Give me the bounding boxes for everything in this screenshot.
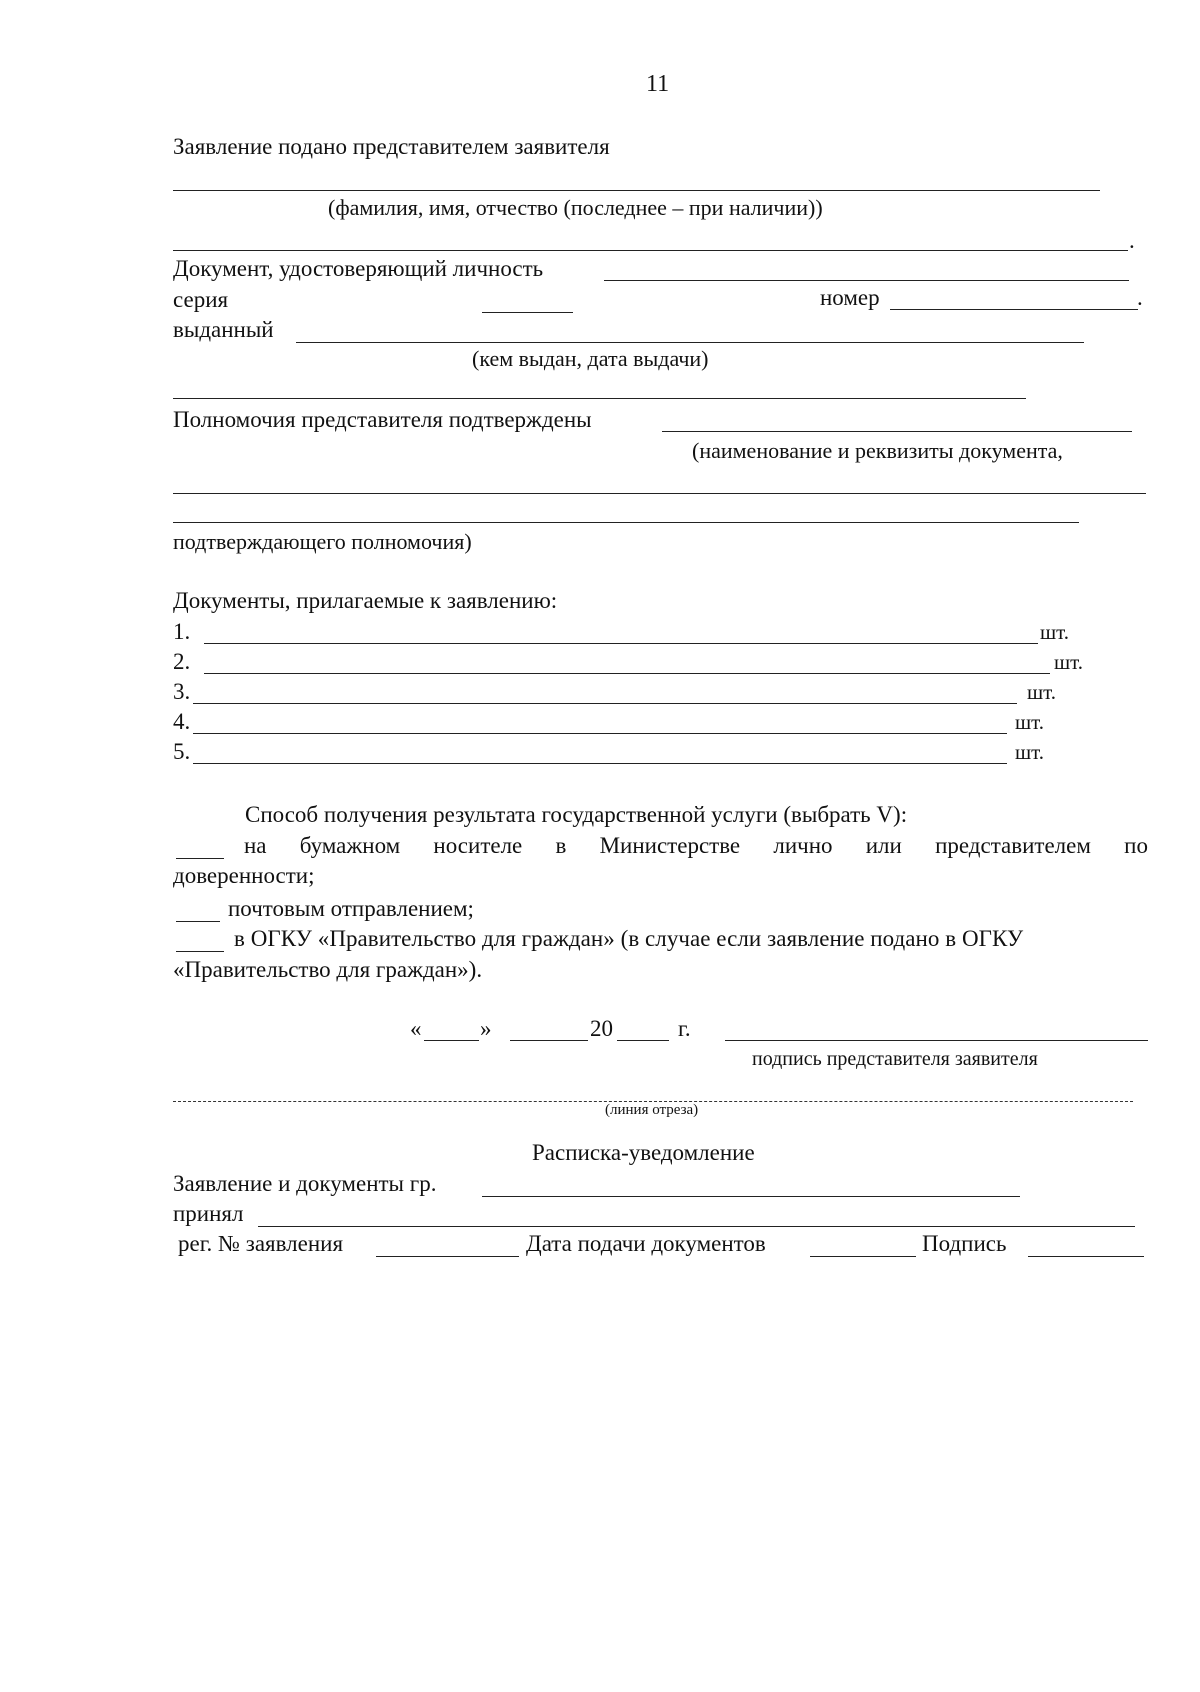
receipt-accepted-field[interactable] [258, 1226, 1135, 1227]
attachment-unit-2: шт. [1054, 650, 1084, 674]
option1-word: на [244, 833, 267, 858]
authority-caption-line2: подтверждающего полномочия) [173, 529, 472, 554]
option1-word: Министерстве [599, 833, 741, 858]
representative-fio-line-2[interactable] [173, 250, 1128, 251]
option2-label: почтовым отправлением; [228, 896, 474, 921]
signature-field[interactable] [725, 1040, 1148, 1041]
receipt-date-field[interactable] [810, 1256, 916, 1257]
receipt-reg-field[interactable] [376, 1256, 519, 1257]
receipt-docs-field[interactable] [482, 1196, 1020, 1197]
authority-field-2[interactable] [173, 493, 1146, 494]
representative-fio-end-mark: . [1129, 228, 1135, 253]
option1-word: бумажном [299, 833, 401, 858]
date-month-field[interactable] [510, 1040, 588, 1041]
attachment-unit-5: шт. [1015, 740, 1045, 764]
option3-line1: в ОГКУ «Правительство для граждан» (в случае если заявление подано в ОГКУ [234, 926, 1024, 951]
option3-line2: «Правительство для граждан»). [173, 957, 483, 982]
date-year-prefix: 20 [590, 1016, 613, 1041]
date-quote-close: » [480, 1016, 492, 1041]
issued-caption: (кем выдан, дата выдачи) [472, 346, 709, 371]
option1-word: в [555, 833, 567, 858]
attachment-field-4[interactable] [193, 733, 1007, 734]
attachment-num-5: 5. [173, 739, 191, 764]
issued-field-2[interactable] [173, 398, 1026, 399]
option1-word: представителем [935, 833, 1091, 858]
date-year-field[interactable] [617, 1040, 669, 1041]
number-field[interactable] [890, 309, 1138, 310]
attachment-num-4: 4. [173, 709, 191, 734]
option1-word: по [1124, 833, 1148, 858]
identity-doc-line[interactable] [604, 280, 1129, 281]
result-method-heading: Способ получения результата государственной услуги (выбрать V): [245, 802, 908, 827]
date-year-suffix: г. [678, 1016, 691, 1041]
attachment-field-3[interactable] [193, 703, 1017, 704]
representative-heading: Заявление подано представителем заявителя [173, 134, 610, 159]
attachments-heading: Документы, прилагаемые к заявлению: [173, 588, 558, 613]
option1-line2: доверенности; [173, 863, 315, 888]
number-label: номер [820, 285, 880, 310]
signature-caption: подпись представителя заявителя [752, 1048, 1038, 1070]
authority-field-3[interactable] [173, 522, 1079, 523]
attachment-field-2[interactable] [204, 673, 1050, 674]
attachment-num-2: 2. [173, 649, 191, 674]
receipt-title: Расписка-уведомление [532, 1140, 755, 1165]
representative-fio-caption: (фамилия, имя, отчество (последнее – при наличии)) [328, 195, 823, 220]
date-quote-open: « [410, 1016, 422, 1041]
number-end-mark: . [1137, 285, 1143, 310]
attachment-field-5[interactable] [193, 763, 1007, 764]
issued-label: выданный [173, 317, 274, 342]
representative-fio-line[interactable] [173, 190, 1100, 191]
identity-doc-label: Документ, удостоверяющий личность [173, 256, 544, 281]
attachment-unit-4: шт. [1015, 710, 1045, 734]
receipt-sign-label: Подпись [922, 1231, 1007, 1256]
series-field[interactable] [482, 312, 573, 313]
option1-word: носителе [433, 833, 523, 858]
authority-caption-line1: (наименование и реквизиты документа, [692, 438, 1063, 463]
receipt-date-label: Дата подачи документов [526, 1231, 766, 1256]
receipt-docs-label: Заявление и документы гр. [173, 1171, 437, 1196]
attachment-field-1[interactable] [204, 643, 1038, 644]
option1-line1 [244, 834, 1148, 857]
series-label: серия [173, 287, 229, 312]
option1-word: или [865, 833, 902, 858]
option1-checkbox[interactable] [176, 858, 224, 859]
attachment-num-1: 1. [173, 619, 191, 644]
attachment-unit-3: шт. [1027, 680, 1057, 704]
authority-label: Полномочия представителя подтверждены [173, 407, 592, 432]
page-number: 11 [646, 71, 670, 97]
receipt-accepted-label: принял [173, 1201, 244, 1226]
authority-field[interactable] [662, 431, 1132, 432]
receipt-sign-field[interactable] [1028, 1256, 1144, 1257]
attachment-num-3: 3. [173, 679, 191, 704]
option1-word: лично [773, 833, 833, 858]
date-day-field[interactable] [424, 1040, 479, 1041]
option2-checkbox[interactable] [176, 921, 220, 922]
issued-field[interactable] [296, 342, 1084, 343]
option3-checkbox[interactable] [176, 951, 224, 952]
cut-line-caption: (линия отреза) [605, 1102, 699, 1118]
attachment-unit-1: шт. [1040, 620, 1070, 644]
receipt-reg-label: рег. № заявления [178, 1231, 344, 1256]
